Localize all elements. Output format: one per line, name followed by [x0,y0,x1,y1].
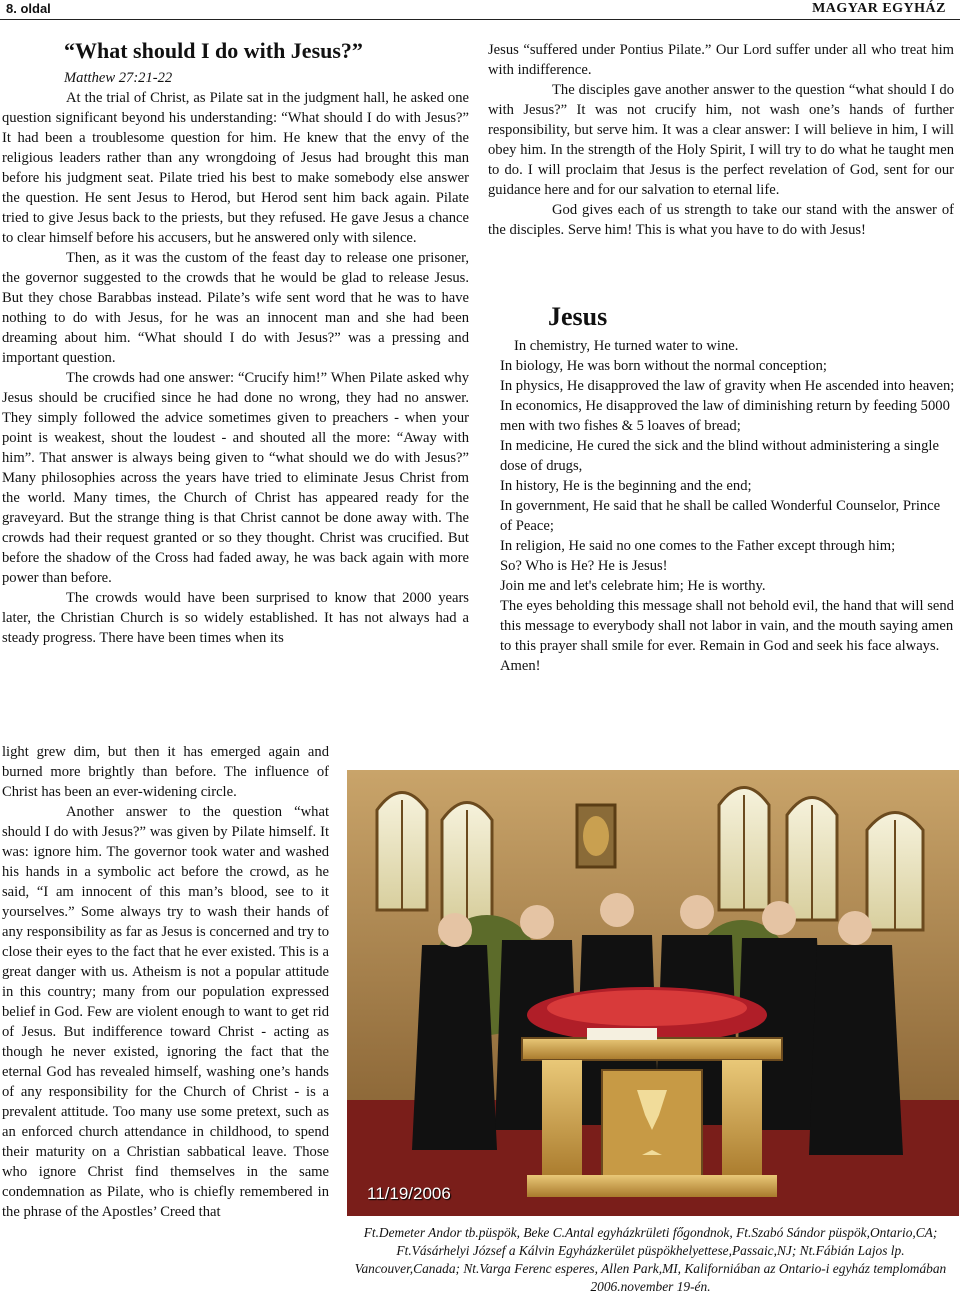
article-title: “What should I do with Jesus?” [64,38,363,63]
article-paragraph: light grew dim, but then it has emerged again and burned more brightly than before. The influence of Christ has been an ever-widening circle. [2,744,329,800]
church-photo [347,770,959,1216]
poem-line: In history, He is the beginning and the end; [500,478,752,494]
page-number: 8. oldal [6,1,51,16]
poem-line: In government, He said that he shall be called Wonderful Counselor, Prince of Peace; [500,498,941,534]
article-paragraph: The disciples gave another answer to the question “what should I do with Jesus?” It was not crucify him, not wash one’s hands of further responsibility, but serve him. It was a clear answer: I will believe in him, I will obey him. In the strength of the Holy Spirit, I will try to do what he taught men to do. I will proclaim that Jesus is the perfect revelation of God, sent for our guidance here and for our salvation to eternal life. [488,82,954,198]
article-paragraph: The crowds would have been surprised to know that 2000 years later, the Christian Church is so widely established. It has not always had a steady progress. There have been times when its [2,590,469,646]
article-paragraph: Then, as it was the custom of the feast day to release one prisoner, the governor suggested to the crowds that he would be glad to release Jesus. But they chose Barabbas instead. Pilate’s wife sent word that he was to have nothing to do with Jesus, for he was an innocent man and she had been dreaming about him. “What should I do with Jesus?” was a pressing and important question. [2,250,469,366]
poem-line: In economics, He disapproved the law of diminishing return by feeding 5000 men with two fishes & 5 loaves of bread; [500,398,950,434]
photo-caption: Ft.Demeter Andor tb.püspök, Beke C.Antal egyházkrületi főgondnok, Ft.Szabó Sándor püspök,Ontario,CA; Ft.Vásárhelyi József a Kálvin Egyházkerület püspökhelyettese,Passaic,NJ; Nt.Fábián Lajos lp. Vancouver,Canada; Nt.Varga Ferenc esperes, Allen Park,MI, Kaliforniában az Ontario-i egyház templomában 2006.november 19-én. [354,1225,947,1294]
magazine-name: MAGYAR EGYHÁZ [812,1,946,16]
article-paragraph: Jesus “suffered under Pontius Pilate.” Our Lord suffer under all who treat him with indifference. [488,42,954,78]
poem-line: So? Who is He? He is Jesus! [500,558,668,574]
poem-line: Join me and let's celebrate him; He is worthy. [500,578,766,594]
poem-line: In biology, He was born without the normal conception; [500,358,827,374]
church-photo-illustration [347,770,959,1216]
poem-line: The eyes beholding this message shall not behold evil, the hand that will send this message to everybody shall not labor in vain, and the mouth saying amen to this prayer shall smile for ever. Remain in God and seek his face always. Amen! [500,598,954,674]
page-header [0,0,960,20]
poem-jesus [500,300,955,676]
poem-line: In chemistry, He turned water to wine. [514,338,739,354]
article-right-column [488,40,954,240]
poem-line: In medicine, He cured the sick and the blind without administering a single dose of drugs, [500,438,939,474]
article-paragraph: At the trial of Christ, as Pilate sat in the judgment hall, he asked one question significant beyond his understanding: “What should I do with Jesus?” It had been a troublesome question for him. He knew that the envy of the religious leaders rather than any wrongdoing of Jesus had brought this man before his judgment seat. Pilate tried his best to make somebody else answer the question. He sent Jesus to Herod, but Herod sent him back again. Pilate tried to give Jesus back to the priests, but they refused. He gave Jesus a chance to clear himself before his accusers, but he answered only with silence. [2,90,469,246]
photo-date-stamp: 11/19/2006 [367,1184,451,1203]
article-paragraph: Another answer to the question “what should I do with Jesus?” was given by Pilate himself. It was: ignore him. The governor took water and washed his hands in a symbolic act before the crowd, as he said, “I am innocent of this man’s blood, see to it yourselves.” Some always try to wash their hands of any responsibility as far as Jesus is concerned and try to close their eyes to the fact that he ever existed. This is a great danger with us. Atheism is not a popular attitude in this country; many from our population expressed belief in God. Few are violent enough to want to get rid of Jesus. But indifference toward Christ - acting as though he never existed, ignoring the fact that the eternal God has revealed himself, washing one’s hands of any responsibility for the Church of Christ - is a prevalent attitude. Too many use some pretext, such as an enforced church attendance in childhood, to spend their maturity on a Christian sabbatical leave. Those who ignore Christ find themselves in the same condemnation as Pilate, who is chiefly remembered in the phrase of the Apostles’ Creed that [2,804,329,1220]
article-narrow-column [2,742,329,1222]
poem-line: In religion, He said no one comes to the Father except through him; [500,538,896,554]
poem-line: In physics, He disapproved the law of gravity when He ascended into heaven; [500,378,955,394]
article-left-column [2,36,469,648]
article-paragraph: The crowds had one answer: “Crucify him!” When Pilate asked why Jesus should be crucified since he had done no wrong, they had no answer. They simply followed the advice sometimes given to preachers - when your point is weakest, shout the loudest - and shouted all the more: “Away with him”. That answer is always being given to “what should we do with Jesus?” Many philosophies across the years have tried to eliminate Jesus Christ from the world. Many times, the Church of Christ has appeared ready for the graveyard. But the strange thing is that Christ cannot be done away with. The crowds had their request granted or so they thought. Christ was crucified. But before the shadow of the Cross had faded away, he was back again with more power than before. [2,370,469,586]
scripture-reference: Matthew 27:21-22 [64,70,173,86]
poem-title: Jesus [548,302,608,331]
article-paragraph: God gives each of us strength to take our stand with the answer of the disciples. Serve him! This is what you have to do with Jesus! [488,202,954,238]
